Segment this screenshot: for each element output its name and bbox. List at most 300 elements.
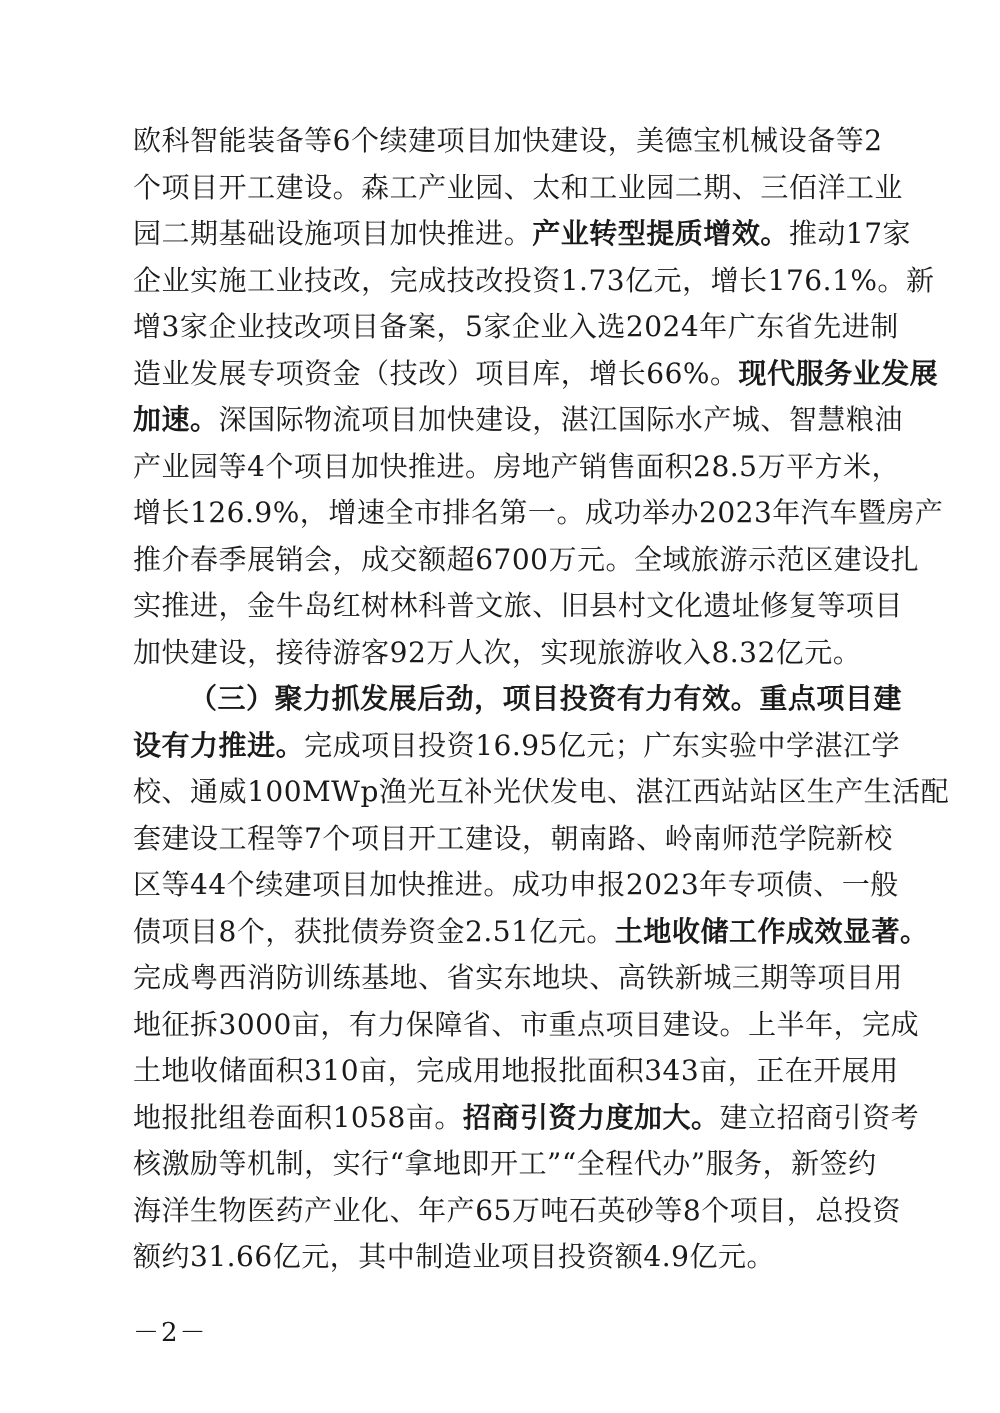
text-token: 积 — [615, 1054, 645, 1087]
text-token: 智 — [190, 124, 219, 157]
bold-text-token: 目 — [844, 682, 874, 715]
text-token: 建 — [662, 1007, 692, 1041]
text-token: 建 — [719, 1100, 749, 1134]
text-token: 目 — [190, 170, 219, 204]
text-token: 和 — [560, 170, 590, 204]
bold-text-token: 点 — [787, 682, 817, 715]
text-token: 接 — [275, 635, 305, 669]
text-token: 等 — [161, 868, 191, 901]
text-token: 元 — [586, 728, 615, 762]
text-token: 上 — [748, 1007, 777, 1041]
text-token: 资 — [872, 1193, 901, 1227]
text-token: 市 — [519, 1007, 549, 1041]
text-token: 工 — [845, 170, 875, 204]
text-token: 推 — [407, 449, 437, 483]
text-token: 建 — [833, 542, 863, 576]
text-token: 亿 — [689, 1240, 718, 1273]
text-token: 万 — [511, 1193, 541, 1227]
text-token: 亩 — [405, 1100, 435, 1134]
text-token: 商 — [805, 1100, 834, 1134]
text-token: 建 — [475, 403, 504, 436]
text-token: 超 — [446, 542, 476, 576]
text-token: 建 — [161, 821, 191, 855]
bold-text-token: 三 — [217, 682, 247, 715]
text-token: 亿 — [625, 263, 654, 297]
text-token: 产 — [304, 1193, 333, 1227]
text-token: 推 — [133, 542, 162, 576]
text-token: 开 — [490, 1147, 519, 1180]
text-token: 65 — [475, 1193, 512, 1227]
text-token: 范 — [750, 821, 779, 855]
text-token: 展 — [247, 542, 276, 576]
text-token: 技 — [265, 310, 294, 343]
text-token: 个 — [133, 170, 162, 204]
bold-text-token: 效 — [814, 914, 844, 948]
text-token: 伏 — [521, 775, 550, 808]
text-token: 。 — [556, 496, 585, 529]
text-token: ， — [218, 589, 248, 622]
text-token: 拆 — [190, 1007, 219, 1041]
text-token: 设 — [862, 542, 891, 576]
bold-text-token: 收 — [671, 914, 701, 948]
text-token: 完 — [862, 1007, 891, 1041]
text-token: 收 — [654, 635, 683, 669]
text-line — [133, 909, 929, 956]
text-token: 亩 — [699, 1054, 728, 1087]
bold-text-token: 型 — [617, 217, 647, 250]
bold-text-token: 提 — [646, 217, 675, 250]
text-token: 、 — [813, 868, 842, 901]
text-token: 。 — [465, 449, 494, 483]
bold-text-token: 大 — [662, 1100, 692, 1134]
text-token: 国 — [617, 403, 647, 436]
text-token: 积 — [664, 449, 694, 483]
text-token: 旧 — [560, 589, 590, 622]
text-token: 投 — [557, 1240, 587, 1273]
text-line — [133, 258, 935, 305]
text-token: 设 — [275, 217, 305, 250]
text-token: 能 — [218, 124, 248, 157]
text-token: 企 — [208, 310, 237, 343]
bold-text-token: 地 — [643, 914, 672, 948]
bold-text-token: 业 — [852, 356, 882, 390]
text-line — [133, 1188, 901, 1235]
text-token: 亿 — [272, 1240, 302, 1273]
text-token: 设 — [503, 403, 533, 436]
text-token: 美 — [636, 124, 665, 157]
text-token: 建 — [283, 868, 313, 901]
bold-text-token: 力 — [576, 1100, 606, 1134]
text-token: 发 — [190, 356, 219, 390]
text-token: 2.51 — [465, 914, 530, 948]
text-token: 障 — [434, 1007, 463, 1041]
text-token: 等 — [218, 1147, 248, 1180]
text-token: 。 — [877, 263, 906, 297]
text-line — [133, 1234, 868, 1281]
text-token: 等 — [835, 124, 865, 157]
text-token: 施 — [218, 263, 248, 297]
text-token: 设 — [691, 1007, 720, 1041]
text-line — [133, 351, 939, 398]
text-token: 万 — [548, 542, 577, 576]
text-token: 高 — [617, 961, 647, 994]
text-token: 通 — [190, 775, 219, 808]
text-token: 重 — [548, 1007, 577, 1041]
text-token: 入 — [682, 635, 712, 669]
text-token: ， — [304, 1147, 333, 1180]
text-token: 92 — [389, 635, 427, 669]
text-token: 28.5 — [693, 449, 758, 483]
text-token: 卷 — [247, 1100, 276, 1134]
text-token: 二 — [161, 217, 191, 250]
text-token: 举 — [641, 496, 671, 529]
text-token: 选 — [597, 310, 626, 343]
text-token: 造 — [133, 356, 162, 390]
text-token: 广 — [727, 310, 757, 343]
text-token: 1058 — [332, 1100, 406, 1134]
bold-text-token: 。 — [275, 728, 305, 762]
text-token: 中 — [386, 1240, 416, 1273]
bold-text-token: 务 — [824, 356, 853, 390]
text-line — [133, 769, 950, 816]
text-token: 砂 — [625, 1193, 655, 1227]
text-token: 游 — [625, 635, 655, 669]
text-token: 业 — [236, 310, 266, 343]
text-token: 春 — [190, 542, 219, 576]
bold-text-token: （ — [189, 682, 218, 715]
bold-text-token: 展 — [388, 682, 418, 715]
text-token: 。 — [586, 914, 615, 948]
text-token: 加 — [350, 449, 380, 483]
text-token: 修 — [760, 589, 789, 622]
text-token: 工 — [589, 170, 618, 204]
bold-text-token: 推 — [218, 728, 248, 762]
text-token: 园 — [475, 170, 504, 204]
bold-text-token: 显 — [843, 914, 872, 948]
bold-text-token: 加 — [133, 403, 162, 436]
text-token: 待 — [304, 635, 333, 669]
text-token: 会 — [304, 542, 333, 576]
text-token: 科 — [161, 124, 191, 157]
text-token: 业 — [275, 263, 305, 297]
text-token: 南 — [579, 821, 608, 855]
text-token: 。 — [710, 356, 739, 390]
text-token: 券 — [379, 914, 408, 948]
text-token: 31.66 — [190, 1240, 273, 1273]
text-token: 8 — [682, 1193, 702, 1227]
text-token: 吨 — [540, 1193, 569, 1227]
text-token: 名 — [470, 496, 500, 529]
text-token: 增 — [328, 496, 357, 529]
text-token: 平 — [785, 449, 815, 483]
text-token: 省 — [784, 310, 814, 343]
text-token: 其 — [358, 1240, 387, 1273]
bold-text-token: 著 — [871, 914, 901, 948]
bold-text-token: 展 — [909, 356, 939, 390]
text-token: 资 — [446, 728, 476, 762]
text-token: 销 — [275, 542, 305, 576]
text-token: “ — [389, 1147, 405, 1180]
text-token: 东 — [756, 310, 785, 343]
text-line — [133, 118, 883, 165]
text-token: 城 — [731, 403, 761, 436]
text-token: 设 — [579, 124, 608, 157]
text-token: 补 — [464, 775, 493, 808]
text-line — [133, 1095, 920, 1142]
text-line — [133, 397, 903, 444]
text-token: 防 — [275, 961, 305, 994]
text-token: 湛 — [814, 728, 844, 762]
text-token: ” — [547, 1147, 562, 1180]
text-token: 新 — [674, 961, 704, 994]
text-token: 学 — [871, 728, 901, 762]
text-token: 目 — [529, 1240, 558, 1273]
text-token: 面 — [247, 1054, 276, 1087]
bold-text-token: 。 — [760, 217, 789, 250]
text-token: 个 — [322, 821, 351, 855]
text-token: 目 — [389, 728, 419, 762]
text-token: 际 — [646, 403, 675, 436]
text-token: 343 — [644, 1054, 700, 1087]
text-token: 元 — [804, 635, 833, 669]
text-token: 般 — [870, 868, 899, 901]
text-token: 新 — [791, 1147, 820, 1180]
bold-text-token: 转 — [589, 217, 618, 250]
text-token: 续 — [379, 124, 408, 157]
text-token: 核 — [133, 1147, 162, 1180]
text-token: 速 — [356, 496, 386, 529]
text-token: 备 — [807, 124, 836, 157]
text-token: 范 — [776, 542, 806, 576]
text-token: 江 — [843, 728, 872, 762]
text-token: 投 — [843, 1193, 873, 1227]
text-token: 。 — [483, 868, 512, 901]
text-token: ， — [436, 310, 465, 343]
text-token: 建 — [407, 124, 437, 157]
text-token: 区 — [805, 542, 834, 576]
text-token: 项 — [756, 868, 785, 901]
text-token: 、 — [161, 775, 191, 808]
text-token: 树 — [361, 589, 390, 622]
text-token: 德 — [664, 124, 694, 157]
text-token: 亩 — [291, 1007, 321, 1041]
bold-text-token: 土 — [614, 914, 644, 948]
text-token: 成 — [890, 1007, 920, 1041]
text-token: 欧 — [133, 124, 162, 157]
text-token: 126.9% — [190, 496, 300, 529]
text-token: 物 — [218, 1193, 248, 1227]
text-token: 续 — [255, 868, 284, 901]
text-token: 、 — [389, 1193, 419, 1227]
text-token: 、 — [731, 170, 761, 204]
text-token: 国 — [247, 403, 276, 436]
text-token: 个 — [350, 124, 380, 157]
text-token: 院 — [807, 821, 836, 855]
text-token: ， — [511, 635, 541, 669]
bold-text-token: ， — [474, 682, 503, 715]
text-token: 工 — [389, 170, 419, 204]
text-token: 元 — [301, 1240, 330, 1273]
text-token: 项 — [817, 961, 846, 994]
text-token: 专 — [727, 868, 757, 901]
text-token: 文 — [475, 589, 504, 622]
text-token: 资 — [407, 914, 437, 948]
bold-text-token: 有 — [673, 682, 703, 715]
bold-text-token: 作 — [757, 914, 786, 948]
bold-text-token: 现 — [738, 356, 768, 390]
text-token: 半 — [776, 1007, 806, 1041]
bold-text-token: 进 — [247, 728, 276, 762]
text-token: 立 — [748, 1100, 777, 1134]
text-token: 消 — [247, 961, 276, 994]
text-token: 业 — [161, 449, 191, 483]
text-token: ” — [690, 1147, 706, 1180]
text-token: 智 — [788, 403, 818, 436]
text-token: 项 — [361, 403, 390, 436]
text-token: 游 — [719, 542, 749, 576]
bold-text-token: 有 — [616, 682, 646, 715]
text-token: 。 — [434, 1100, 463, 1134]
text-token: 投 — [503, 263, 533, 297]
bold-text-token: 代 — [767, 356, 796, 390]
text-token: 资 — [304, 356, 333, 390]
text-token: 推 — [788, 217, 818, 250]
text-line — [133, 723, 901, 770]
text-token: 渔 — [378, 775, 408, 808]
text-token: 完 — [304, 728, 333, 762]
text-token: 目 — [389, 403, 419, 436]
text-token: 路 — [607, 821, 637, 855]
text-token: 生 — [806, 775, 836, 808]
text-token: 技 — [304, 263, 333, 297]
text-token: 3000 — [218, 1007, 292, 1041]
text-token: 次 — [483, 635, 512, 669]
bold-text-token: 投 — [559, 682, 589, 715]
text-token: 引 — [833, 1100, 863, 1134]
text-token: 。 — [746, 1240, 775, 1273]
text-token: 基 — [361, 961, 390, 994]
text-token: 办 — [670, 496, 700, 529]
text-token: 城 — [703, 961, 732, 994]
text-token: 流 — [332, 403, 362, 436]
text-token: 等 — [218, 449, 248, 483]
text-token: 4 — [247, 449, 266, 483]
text-token: 交 — [389, 542, 419, 576]
text-token: 备 — [275, 124, 305, 157]
text-token: 东 — [503, 961, 533, 994]
text-token: 。 — [719, 1007, 749, 1041]
text-token: 金 — [247, 589, 276, 622]
text-token: 快 — [379, 449, 408, 483]
text-token: 开 — [218, 170, 248, 204]
text-token: 金 — [332, 356, 362, 390]
text-token: 快 — [397, 868, 427, 901]
text-token: 310 — [304, 1054, 360, 1087]
text-token: （ — [361, 356, 390, 390]
text-token: 产 — [550, 449, 580, 483]
text-token: 村 — [617, 589, 647, 622]
text-token: 目 — [758, 1193, 787, 1227]
text-token: 5 — [465, 310, 484, 343]
text-token: 学 — [778, 821, 808, 855]
text-token: 设 — [493, 821, 523, 855]
text-token: 设 — [778, 124, 808, 157]
text-token: ， — [299, 496, 329, 529]
text-token: 遗 — [703, 589, 732, 622]
bold-text-token: 抓 — [331, 682, 361, 715]
text-token: 站 — [721, 775, 750, 808]
text-token: 等 — [654, 1193, 683, 1227]
text-token: 产 — [914, 496, 944, 529]
text-token: 项 — [436, 124, 465, 157]
text-token: 等 — [304, 124, 333, 157]
text-token: 2023 — [625, 868, 700, 901]
text-token: 方 — [814, 449, 844, 483]
text-token: 报 — [597, 868, 626, 901]
text-token: 招 — [776, 1100, 806, 1134]
text-token: 2023 — [699, 496, 773, 529]
text-token: 地 — [522, 449, 551, 483]
text-token: 个 — [265, 449, 294, 483]
text-token: 房 — [886, 496, 915, 529]
text-token: 际 — [275, 403, 305, 436]
text-token: 建 — [190, 635, 219, 669]
bold-text-token: 力 — [645, 682, 674, 715]
text-token: 进 — [454, 868, 484, 901]
text-token: 石 — [568, 1193, 598, 1227]
text-token: 复 — [788, 589, 818, 622]
text-token: 励 — [190, 1147, 219, 1180]
text-token: 约 — [161, 1240, 191, 1273]
text-token: 普 — [446, 589, 476, 622]
text-token: 亿 — [529, 914, 558, 948]
text-token: 销 — [579, 449, 608, 483]
text-token: 项 — [161, 170, 191, 204]
text-token: 洋 — [817, 170, 846, 204]
text-token: 组 — [218, 1100, 248, 1134]
text-token: 人 — [454, 635, 484, 669]
text-token: 建 — [465, 821, 494, 855]
text-token: 技 — [446, 263, 476, 297]
text-token: 湛 — [635, 775, 665, 808]
text-token: 债 — [784, 868, 814, 901]
text-token: 、 — [607, 775, 636, 808]
bold-text-token: 效 — [702, 682, 731, 715]
text-token: 期 — [703, 170, 732, 204]
text-token: 区 — [133, 868, 162, 901]
text-token: 园 — [646, 170, 675, 204]
text-token: 铁 — [646, 961, 675, 994]
text-token: 7 — [304, 821, 323, 855]
text-token: 亿 — [557, 728, 587, 762]
text-token: 宝 — [693, 124, 722, 157]
text-token: 旅 — [503, 589, 533, 622]
text-token: 即 — [461, 1147, 491, 1180]
text-token: 英 — [597, 1193, 626, 1227]
text-token: ， — [522, 821, 551, 855]
text-token: ， — [560, 356, 590, 390]
text-token: 年 — [772, 496, 801, 529]
text-token: 电 — [578, 775, 608, 808]
text-token: 家 — [483, 310, 512, 343]
text-token: 业 — [161, 263, 191, 297]
text-token: 资 — [862, 1100, 891, 1134]
text-token: 化 — [674, 589, 704, 622]
text-line — [133, 955, 903, 1002]
text-token: 额 — [614, 1240, 644, 1273]
text-token: 成 — [361, 542, 390, 576]
text-token: 。 — [503, 217, 533, 250]
